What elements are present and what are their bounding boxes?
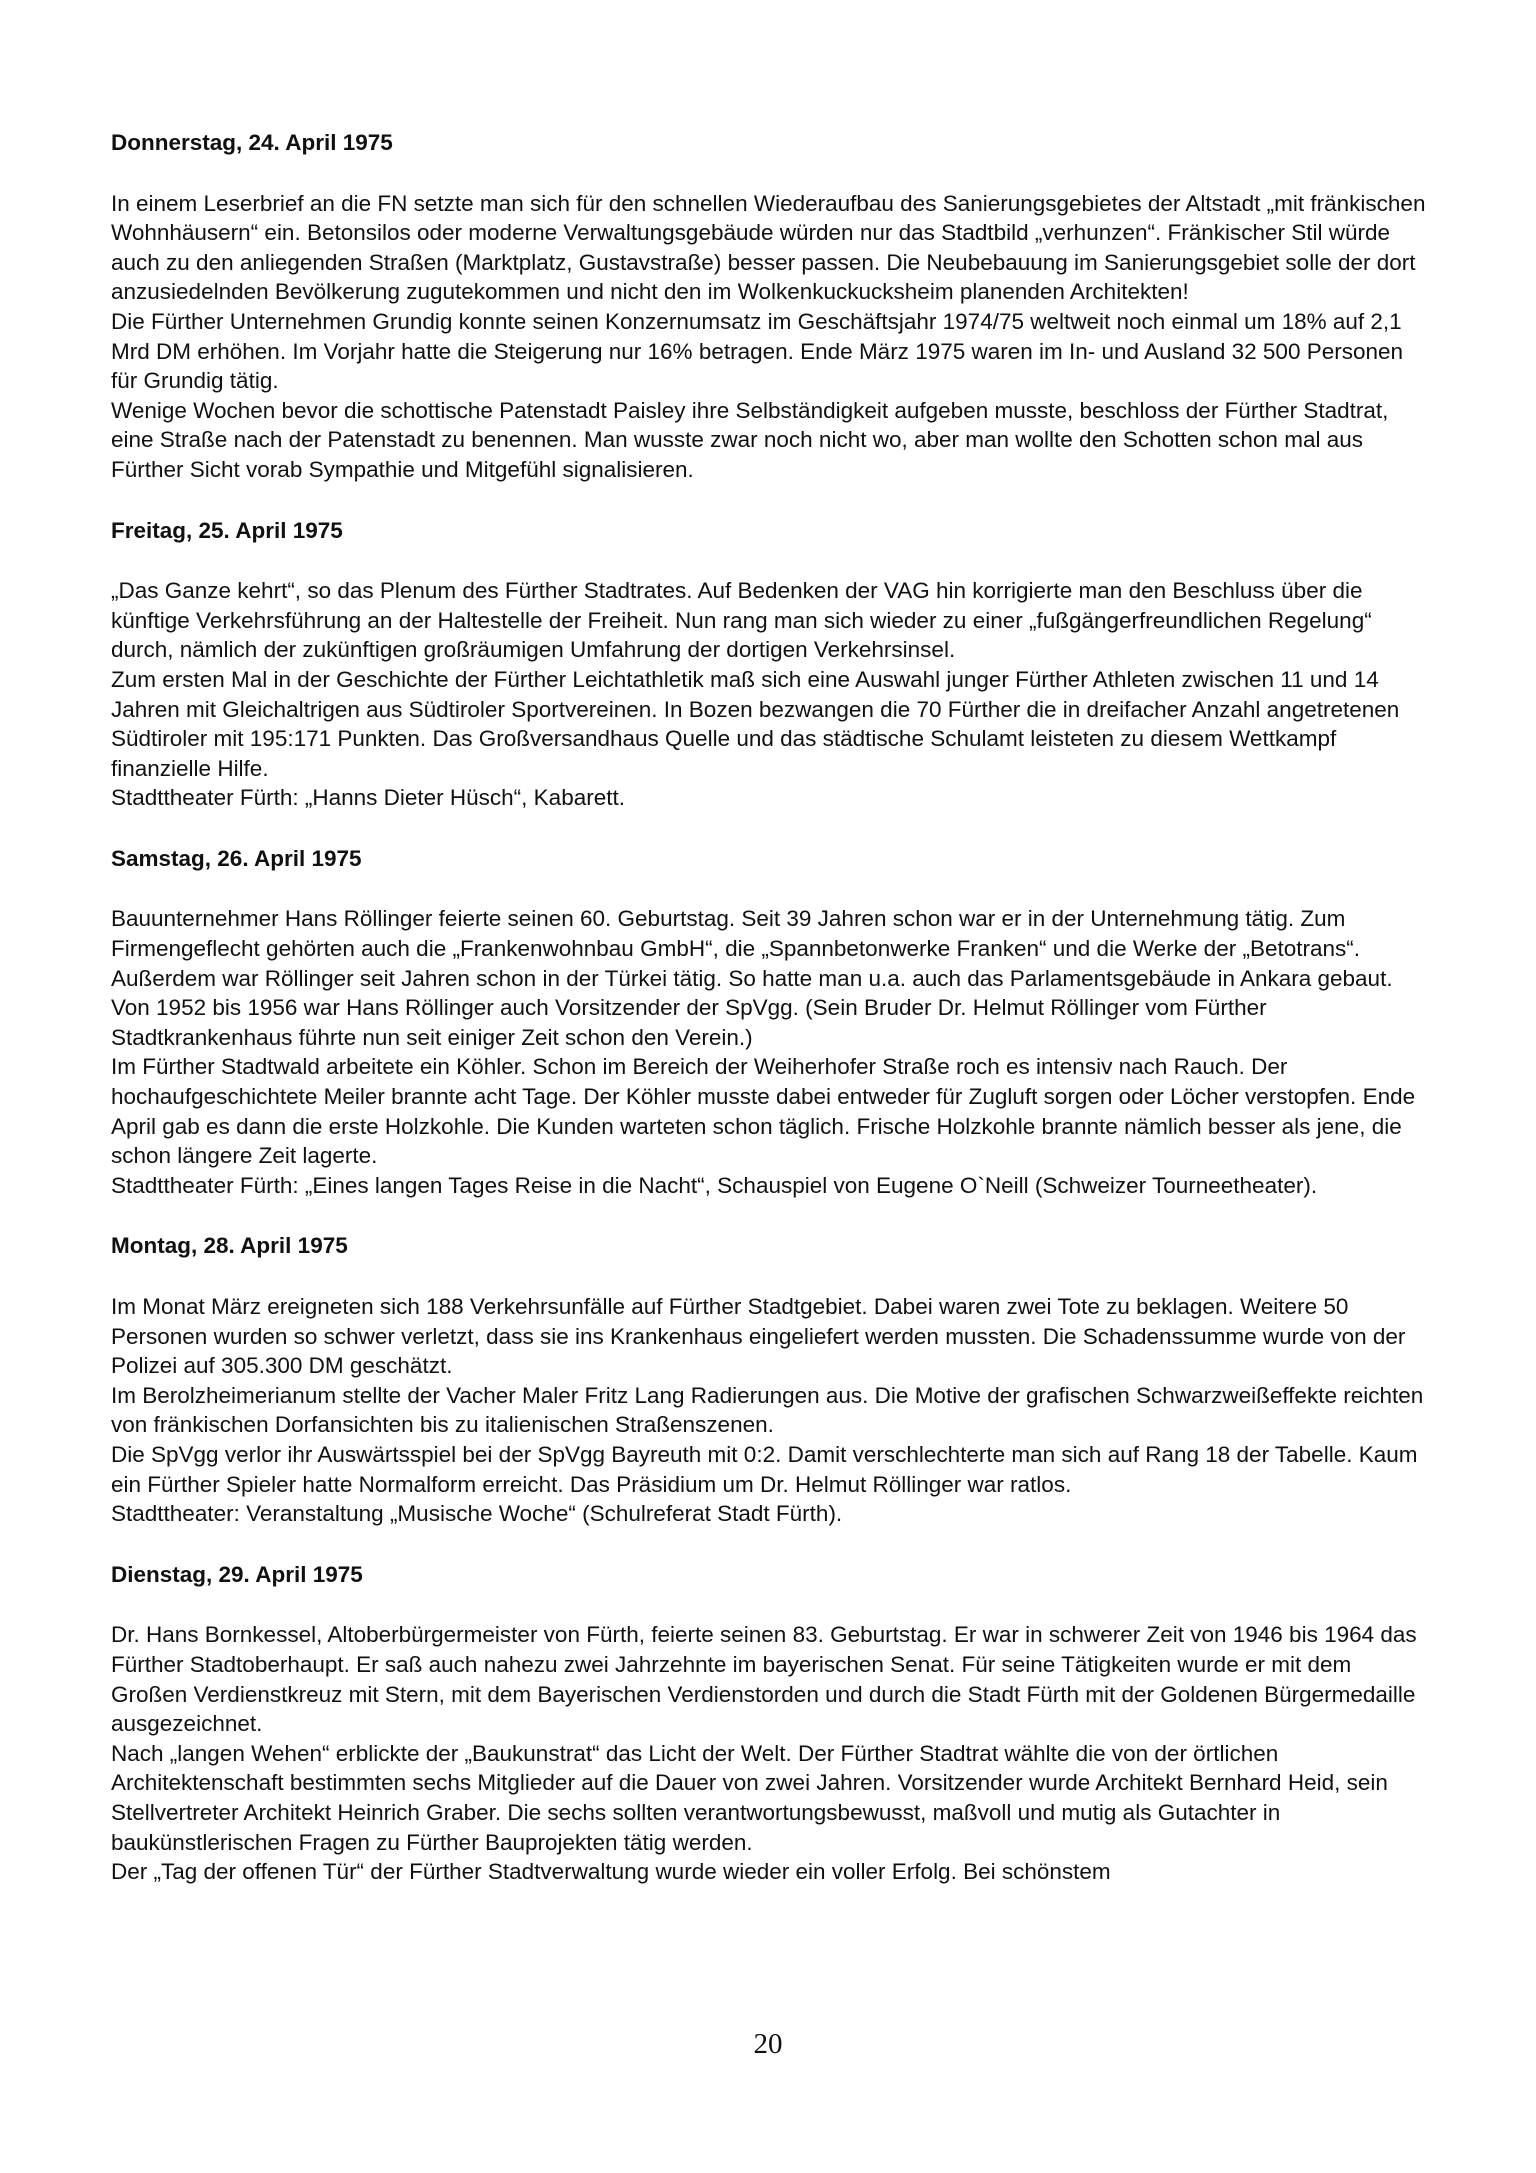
entry-date: Freitag, 25. April 1975 xyxy=(111,517,343,543)
entry-2025-04-24 xyxy=(111,128,1431,485)
entry-2025-04-25 xyxy=(111,516,1431,813)
entry-paragraph: „Das Ganze kehrt“, so das Plenum des Fürther Stadtrates. Auf Bedenken der VAG hin korrigierte man den Beschluss über die künftige Verkehrsführung an der Haltestelle der Freiheit. Nun rang man sich wieder zu einer „fußgängerfreundlichen Regelung“ durch, nämlich der zukünftigen großräumigen Umfahrung der dortigen Verkehrsinsel. xyxy=(111,578,1372,663)
entry-2025-04-29 xyxy=(111,1560,1431,1887)
entry-paragraph: Die Fürther Unternehmen Grundig konnte seinen Konzernumsatz im Geschäftsjahr 1974/75 weltweit noch einmal um 18% auf 2,1 Mrd DM erhöhen. Im Vorjahr hatte die Steigerung nur 16% betragen. Ende März 1975 waren im In- und Ausland 32 500 Personen für Grundig tätig. xyxy=(111,308,1404,394)
entry-date: Samstag, 26. April 1975 xyxy=(111,845,362,871)
entry-paragraph: Im Monat März ereigneten sich 188 Verkehrsunfälle auf Fürther Stadtgebiet. Dabei waren zwei Tote zu beklagen. Weitere 50 Personen wurden so schwer verletzt, dass sie ins Krankenhaus eingeliefert werden mussten. Die Schadenssumme wurde von der Polizei auf 305.300 DM geschätzt. xyxy=(111,1294,1406,1379)
entry-date: Donnerstag, 24. April 1975 xyxy=(111,130,393,155)
entry-paragraph: Stadttheater Fürth: „Eines langen Tages Reise in die Nacht“, Schauspiel von Eugene O`Neill (Schweizer Tourneetheater). xyxy=(111,1172,1318,1198)
entry-paragraph: Im Berolzheimerianum stellte der Vacher Maler Fritz Lang Radierungen aus. Die Motive der grafischen Schwarzweißeffekte reichten von fränkischen Dorfansichten bis zu italienischen Straßenszenen. xyxy=(111,1382,1424,1438)
entry-date: Dienstag, 29. April 1975 xyxy=(111,1561,363,1587)
entry-paragraph: In einem Leserbrief an die FN setzte man sich für den schnellen Wiederaufbau des Sanierungsgebietes der Altstadt „mit fränkischen Wohnhäusern“ ein. Betonsilos oder moderne Verwaltungsgebäude würden nur das Stadtbild „verhunzen“. Fränkischer Stil würde auch zu den anliegenden Straßen (Marktplatz, Gustavstraße) besser passen. Die Neubebauung im Sanierungsgebiet solle der dort anzusiedelnden Bevölkerung zugutekommen und nicht den im Wolkenkuckucksheim planenden Architekten! xyxy=(111,190,1426,305)
entry-paragraph: Wenige Wochen bevor die schottische Patenstadt Paisley ihre Selbständigkeit aufgeben musste, beschloss der Fürther Stadtrat, eine Straße nach der Patenstadt zu benennen. Man wusste zwar noch nicht wo, aber man wollte den Schotten schon mal aus Fürther Sicht vorab Sympathie und Mitgefühl signalisieren. xyxy=(111,397,1389,482)
entry-paragraph: Nach „langen Wehen“ erblickte der „Baukunstrat“ das Licht der Welt. Der Fürther Stadtrat wählte die von der örtlichen Architektenschaft bestimmten sechs Mitglieder auf die Dauer von zwei Jahren. Vorsitzender wurde Architekt Bernhard Heid, sein Stellvertreter Architekt Heinrich Graber. Die sechs sollten verantwortungsbewusst, maßvoll und mutig als Gutachter in baukünstlerischen Fragen zu Fürther Bauprojekten tätig werden. xyxy=(111,1740,1388,1855)
entry-paragraph: Im Fürther Stadtwald arbeitete ein Köhler. Schon im Bereich der Weiherhofer Straße roch es intensiv nach Rauch. Der hochaufgeschichtete Meiler brannte acht Tage. Der Köhler musste dabei entweder für Zugluft sorgen oder Löcher verstopfen. Ende April gab es dann die erste Holzkohle. Die Kunden warteten schon täglich. Frische Holzkohle brannte nämlich besser als jene, die schon längere Zeit lagerte. xyxy=(111,1054,1416,1169)
entry-2025-04-28 xyxy=(111,1231,1431,1528)
entry-paragraph: Die SpVgg verlor ihr Auswärtsspiel bei der SpVgg Bayreuth mit 0:2. Damit verschlechterte man sich auf Rang 18 der Tabelle. Kaum ein Fürther Spieler hatte Normalform erreicht. Das Präsidium um Dr. Helmut Röllinger war ratlos. xyxy=(111,1441,1418,1497)
entry-paragraph: Stadttheater Fürth: „Hanns Dieter Hüsch“, Kabarett. xyxy=(111,785,625,811)
entry-paragraph: Stadttheater: Veranstaltung „Musische Woche“ (Schulreferat Stadt Fürth). xyxy=(111,1501,843,1527)
entry-date: Montag, 28. April 1975 xyxy=(111,1233,348,1259)
document-body xyxy=(111,128,1431,1918)
entry-paragraph: Zum ersten Mal in der Geschichte der Fürther Leichtathletik maß sich eine Auswahl junger Fürther Athleten zwischen 11 und 14 Jahren mit Gleichaltrigen aus Südtiroler Sportvereinen. In Bozen bezwangen die 70 Fürther die in dreifacher Anzahl angetretenen Südtiroler mit 195:171 Punkten. Das Großversandhaus Quelle und das städtische Schulamt leisteten zu diesem Wettkampf finanzielle Hilfe. xyxy=(111,666,1400,781)
entry-2025-04-26 xyxy=(111,844,1431,1201)
entry-paragraph: Bauunternehmer Hans Röllinger feierte seinen 60. Geburtstag. Seit 39 Jahren schon war er in der Unternehmung tätig. Zum Firmengeflecht gehörten auch die „Frankenwohnbau GmbH“, die „Spannbetonwerke Franken“ und die Werke der „Betotrans“. Außerdem war Röllinger seit Jahren schon in der Türkei tätig. So hatte man u.a. auch das Parlamentsgebäude in Ankara gebaut. Von 1952 bis 1956 war Hans Röllinger auch Vorsitzender der SpVgg. (Sein Bruder Dr. Helmut Röllinger vom Fürther Stadtkrankenhaus führte nun seit einiger Zeit schon den Verein.) xyxy=(111,906,1393,1050)
page-number: 20 xyxy=(753,2028,783,2060)
entry-paragraph: Der „Tag der offenen Tür“ der Fürther Stadtverwaltung wurde wieder ein voller Erfolg. Bei schönstem xyxy=(111,1859,1111,1885)
entry-paragraph: Dr. Hans Bornkessel, Altoberbürgermeister von Fürth, feierte seinen 83. Geburtstag. Er war in schwerer Zeit von 1946 bis 1964 das Fürther Stadtoberhaupt. Er saß auch nahezu zwei Jahrzehnte im bayerischen Senat. Für seine Tätigkeiten wurde er mit dem Großen Verdienstkreuz mit Stern, mit dem Bayerischen Verdienstorden und durch die Stadt Fürth mit der Goldenen Bürgermedaille ausgezeichnet. xyxy=(111,1622,1417,1737)
